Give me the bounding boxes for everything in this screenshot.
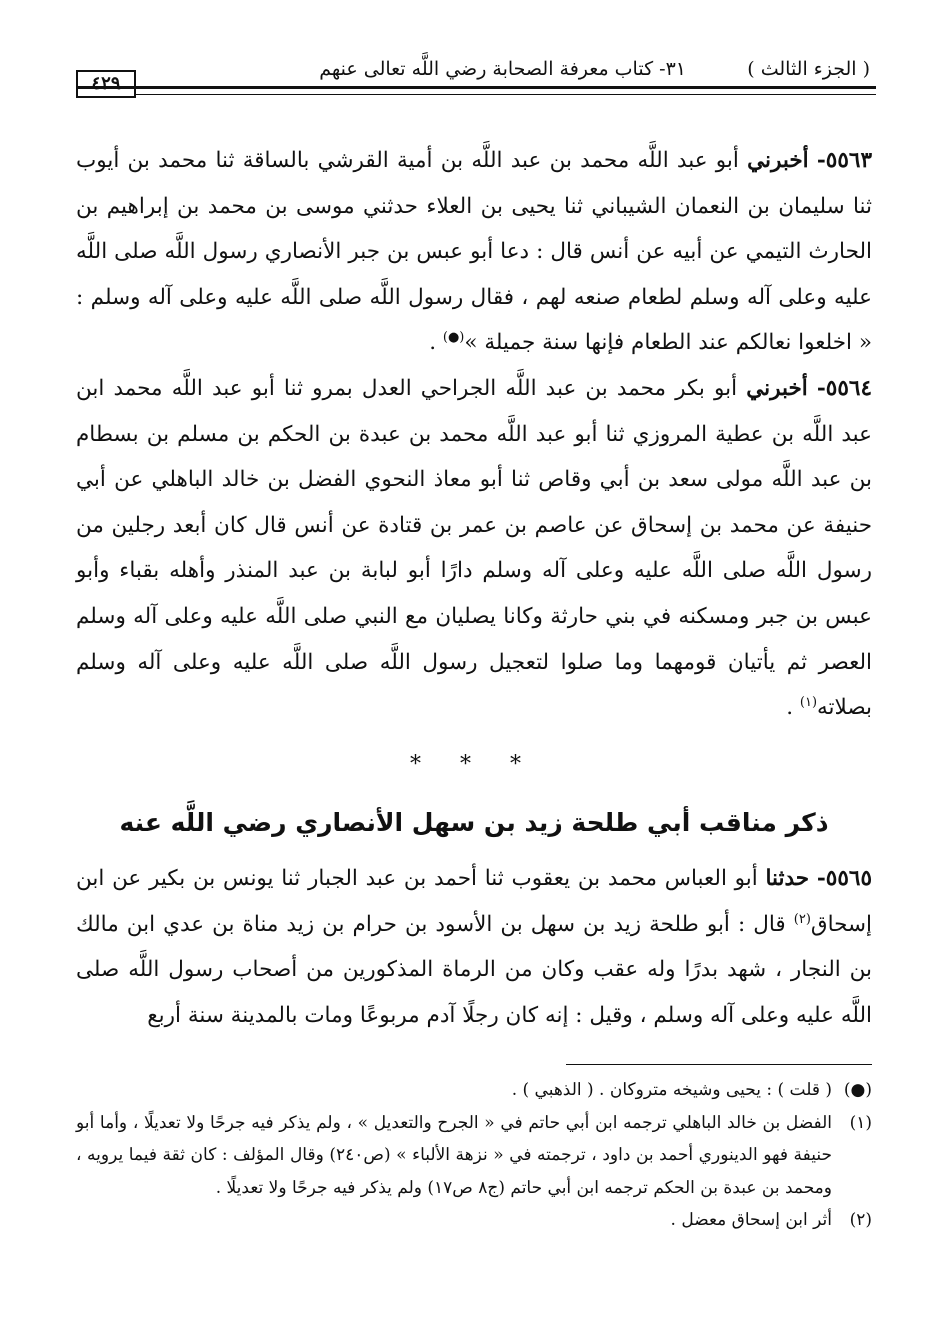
hadith-lead-word: أخبرني [747,148,809,173]
hadith-end: . [429,330,443,356]
footnotes [76,1074,872,1237]
footnote-rule [566,1064,872,1065]
main-text-2 [76,856,872,1038]
footnote [76,1074,872,1107]
footnote-text: الفضل بن خالد الباهلي ترجمه ابن أبي حاتم في « الجرح والتعديل » ، ولم يذكر فيه جرحًا ولا تعديلًا ، وأما أبو حنيفة فهو الدينوري أحمد بن داود ، ترجمته في « نزهة الألباء » (ص٢٤٠) وقال المؤلف : كان ثقة فيما يرويه ، ومحمد بن عبدة بن الحكم ترجمه ابن أبي حاتم (ج٨ ص١٧) ولم يذكر فيه جرحًا ولا تعديلًا . [76,1112,832,1198]
hadith-number: ٥٥٦٤- [816,375,872,401]
running-header [76,56,876,94]
footnote [76,1204,872,1237]
footnote-text: ( قلت ) : يحيى وشيخه متروكان . ( الذهبي ) . [511,1080,832,1100]
footnote-mark: (٢) [849,1210,872,1230]
header-chapter-title: ٣١- كتاب معرفة الصحابة رضي اللَّه تعالى عنهم [319,58,686,80]
hadith-text-a: أبو العباس محمد بن يعقوب ثنا أحمد بن عبد الجبار ثنا يونس بن بكير عن ابن إسحاق [76,866,873,937]
hadith-lead-word: أخبرني [746,375,808,401]
footnote-ref: (٢) [793,911,811,927]
hadith-5564 [76,366,872,731]
footnote [76,1107,872,1205]
hadith-text-b: قال : أبو طلحة زيد بن سهل بن الأسود بن حرام بن زيد مناة بن عدي ابن مالك بن النجار ، شهد بدرًا وله عقب وكان من الرماة المذكورين من أصحاب رسول اللَّه صلى اللَّه عليه وعلى آله وسلم ، وقيل : إنه كان رجلًا آدم مربوعًا ومات بالمدينة سنة أربع [76,911,872,1028]
hadith-number: ٥٥٦٣- [816,148,872,173]
page-number: ٤٢٩ [76,70,136,98]
footnote-mark: (١) [849,1112,872,1133]
footnote-ref: (١) [799,694,818,710]
hadith-end: . [786,695,800,721]
header-rule-thin [136,94,876,95]
section-title: ذكر مناقب أبي طلحة زيد بن سهل الأنصاري رضي اللَّه عنه [119,808,829,837]
hadith-text: أبو عبد اللَّه محمد بن عبد اللَّه بن أمية القرشي بالساقة ثنا محمد بن أيوب ثنا سليمان بن النعمان الشيباني ثنا يحيى بن العلاء حدثني موسى بن محمد بن إبراهيم بن الحارث التيمي عن أبيه عن أنس قال : دعا أبو عبس بن جبر الأنصاري رسول اللَّه صلى اللَّه عليه وعلى آله وسلم لطعام صنعه لهم ، فقال رسول اللَّه صلى اللَّه عليه وعلى آله وسلم : « اخلعوا نعالكم عند الطعام فإنها سنة جميلة » [76,148,873,356]
main-text [76,138,872,731]
header-rule-thick [76,86,876,89]
section-separator: * * * [410,752,537,777]
hadith-text: أبو بكر محمد بن عبد اللَّه الجراحي العدل بمرو ثنا أبو عبد اللَّه محمد ابن عبد اللَّه بن عطية المروزي ثنا أبو عبد اللَّه محمد بن عبدة بن الحكم بن مسلم بن بسطام بن عبد اللَّه مولى سعد بن أبي وقاص ثنا أبو معاذ النحوي الفضل بن خالد الباهلي عن أبي حنيفة عن محمد بن إسحاق عن عاصم بن عمر بن قتادة عن أنس قال كان أبعد رجلين من رسول اللَّه صلى اللَّه عليه وعلى آله وسلم دارًا أبو لبابة بن عبد المنذر وأهله بقباء وأبو عبس بن جبر ومسكنه في بني حارثة وكانا يصليان مع النبي صلى اللَّه عليه وعلى آله وسلم العصر ثم يأتيان قومهما وما صلوا لتعجيل رسول اللَّه صلى اللَّه عليه وعلى آله وسلم بصلاته [76,375,872,721]
footnote-ref: (●) [442,330,465,346]
footnote-text: أثر ابن إسحاق معضل . [670,1210,832,1230]
header-volume: ( الجزء الثالث ) [747,58,870,80]
hadith-5563 [76,138,872,366]
hadith-lead-word: حدثنا [765,866,810,891]
footnote-mark: (●) [843,1080,872,1100]
hadith-number: ٥٥٦٥- [816,866,872,891]
hadith-5565 [76,856,872,1038]
